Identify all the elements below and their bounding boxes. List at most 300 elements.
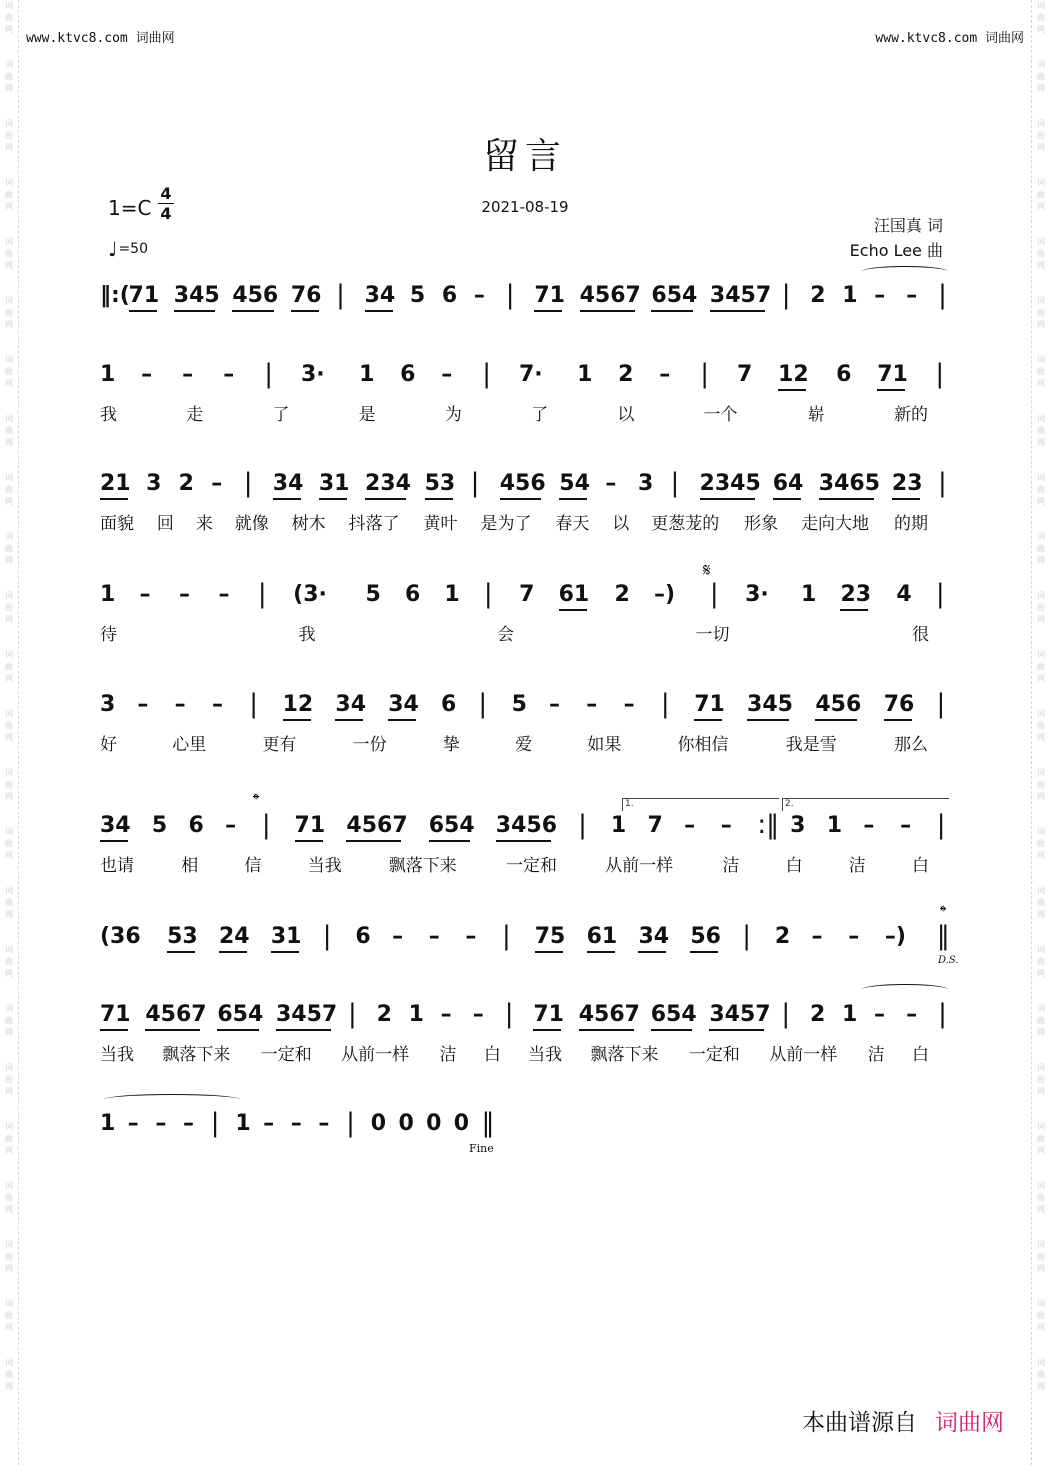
note-group: 6 (836, 362, 852, 387)
side-watermark-text: 词曲网 (5, 709, 13, 742)
note-group: – (139, 582, 151, 607)
barline: | (470, 468, 480, 498)
note-group: 24 (218, 924, 250, 949)
note-group: 4567 (346, 813, 408, 838)
note-group: 5 (151, 813, 168, 838)
lyric-word: 如果 (587, 735, 622, 755)
beam-underline (291, 310, 319, 312)
fine-label: Fine (469, 1142, 494, 1155)
side-watermark-text: 词曲网 (5, 945, 13, 978)
beam-underline (533, 1029, 561, 1031)
note-group: – (263, 1111, 275, 1136)
lyric-word: 新的 (894, 405, 928, 425)
note-group: – (465, 924, 477, 949)
note-group: – (392, 924, 404, 949)
lyric-word: 心里 (172, 735, 207, 755)
note-group: 2 (376, 1002, 392, 1027)
note-group: 53 (167, 924, 198, 949)
note-group: 31 (318, 471, 350, 496)
beam-underline (219, 951, 247, 953)
right-watermark-strip (1031, 0, 1050, 1465)
note-group: 1 (235, 1111, 251, 1136)
lyric-word: 崭 (807, 405, 825, 425)
note-group: 4567 (145, 1002, 207, 1027)
side-watermark-text: 词曲网 (5, 886, 13, 919)
lyric-word: 会 (497, 625, 514, 645)
lyric-word: 当我 (100, 1045, 134, 1065)
side-watermark-text: 词曲网 (1037, 1240, 1045, 1273)
note-group: 34 (335, 692, 367, 717)
lyric-word: 一份 (352, 735, 387, 755)
side-watermark-text: 词曲网 (1037, 296, 1045, 329)
note-group: –) (653, 582, 676, 607)
note-group: 0 (453, 1111, 470, 1136)
note-group: – (218, 582, 230, 607)
note-group: 34 (272, 471, 304, 496)
note-group: – (848, 924, 860, 949)
side-watermark-text: 词曲网 (1037, 886, 1045, 919)
barline: | (709, 579, 719, 609)
note-group: – (586, 692, 598, 717)
tempo-mark (108, 237, 148, 261)
barline: | (938, 999, 947, 1029)
note-group: 71 (100, 1002, 131, 1027)
note-group: 34 (388, 692, 419, 717)
note-group: 61 (558, 582, 590, 607)
barline: | (322, 921, 332, 951)
side-watermark-text: 词曲网 (1037, 1063, 1045, 1096)
barline: ‖ (936, 921, 950, 951)
note-group: – (473, 283, 485, 308)
note-group: 3· (745, 582, 769, 607)
note-group: 7· (518, 362, 543, 387)
lyric-word: 了 (531, 405, 549, 425)
beam-underline (819, 498, 874, 500)
segno-icon: 𝄋 (703, 560, 711, 581)
beam-underline (580, 310, 635, 312)
side-watermark-text: 词曲网 (1037, 709, 1045, 742)
tie-arc (862, 266, 948, 277)
note-group: 34 (100, 813, 131, 838)
lyric-word: 抖落了 (348, 514, 400, 534)
beam-underline (651, 1029, 693, 1031)
side-watermark-text: 词曲网 (5, 1358, 13, 1391)
beam-underline (651, 310, 693, 312)
note-group: 34 (364, 283, 396, 308)
lyric-word: 以 (612, 514, 630, 534)
lyric-word: 爱 (515, 735, 533, 755)
note-group: (36 (100, 924, 141, 949)
side-watermark-text: 词曲网 (5, 178, 13, 211)
note-group: 61 (586, 924, 618, 949)
note-group: 23 (891, 471, 923, 496)
beam-underline (100, 840, 128, 842)
beam-underline (167, 951, 195, 953)
lyric-word: 就像 (234, 514, 269, 534)
volta-bracket-first: 1. (622, 798, 779, 811)
barline: | (935, 579, 945, 609)
lyric-word: 从前一样 (769, 1045, 838, 1065)
lyric-word: 洁 (722, 856, 740, 876)
score-date: 2021-08-19 (481, 198, 569, 216)
note-group: 71 (534, 283, 565, 308)
note-group: 64 (772, 471, 804, 496)
note-group: – (900, 813, 912, 838)
beam-underline (388, 719, 416, 721)
lyric-word: 黄叶 (423, 514, 458, 534)
side-watermark-text: 词曲网 (5, 1, 13, 34)
note-group: – (441, 362, 453, 387)
time-signature (158, 184, 174, 223)
beam-underline (129, 310, 157, 312)
watermark-url-left: www.ktvc8.com 词曲网 (26, 31, 175, 46)
beam-underline (100, 498, 128, 500)
note-group: –) (884, 924, 906, 949)
lyric-word: 从前一样 (341, 1045, 410, 1065)
note-group: 456 (499, 471, 546, 496)
beam-underline (335, 719, 363, 721)
note-group: 7 (519, 582, 535, 607)
beam-underline (694, 719, 722, 721)
lyric-word: 一定和 (688, 1045, 740, 1065)
lyric-word: 飘落下来 (590, 1045, 659, 1065)
lyric-word: 走向大地 (801, 514, 870, 534)
side-watermark-text: 词曲网 (1037, 119, 1045, 152)
lyric-word: 飘落下来 (388, 856, 457, 876)
lyric-word: 挚 (442, 735, 460, 755)
note-group: 5 (365, 582, 381, 607)
note-group: 234 (364, 471, 411, 496)
side-watermark-text: 词曲网 (5, 237, 13, 270)
beam-underline (892, 498, 920, 500)
beam-underline (884, 719, 912, 721)
note-group: 6 (188, 813, 204, 838)
beam-underline (217, 1029, 259, 1031)
note-group: 76 (290, 283, 322, 308)
note-group: 31 (270, 924, 302, 949)
lyric-word: 洁 (439, 1045, 457, 1065)
credits (850, 213, 943, 263)
time-signature-numerator: 4 (158, 184, 174, 204)
lyric-word: 待 (100, 625, 117, 645)
note-group: 54 (559, 471, 590, 496)
note-group: – (659, 362, 671, 387)
note-group: 7 (647, 813, 663, 838)
note-group: – (906, 283, 918, 308)
beam-underline (346, 840, 401, 842)
barline: ‖ (481, 1108, 495, 1138)
note-group: 3465 (818, 471, 880, 496)
side-watermark-text: 词曲网 (1037, 650, 1045, 683)
volta-bracket-second: 2. (782, 798, 949, 811)
beam-underline (638, 951, 666, 953)
note-group: – (223, 362, 235, 387)
note-group: – (874, 283, 886, 308)
coda-icon: 𝄌 (253, 790, 260, 811)
side-watermark-text: 词曲网 (5, 591, 13, 624)
lyric-word: 一切 (695, 625, 730, 645)
side-watermark-text: 词曲网 (1037, 532, 1045, 565)
beam-underline (700, 498, 755, 500)
note-group: 21 (100, 471, 131, 496)
barline: | (210, 1108, 220, 1138)
side-watermark-text: 词曲网 (5, 1122, 13, 1155)
note-group: 1 (842, 283, 858, 308)
note-group: 654 (217, 1002, 264, 1027)
lyric-word: 更葱茏的 (651, 514, 720, 534)
note-group: 1 (359, 362, 375, 387)
beam-underline (534, 310, 562, 312)
barline: | (660, 689, 670, 719)
note-group: – (874, 1002, 886, 1027)
lyric-word: 春天 (555, 514, 590, 534)
lyric-word: 一定和 (260, 1045, 312, 1065)
beam-underline (559, 609, 587, 611)
beam-underline (295, 840, 323, 842)
note-group: 3 (100, 692, 116, 717)
lyric-word: 很 (912, 625, 929, 645)
barline: | (502, 921, 511, 951)
note-group: 3 (790, 813, 806, 838)
note-group: – (440, 1002, 452, 1027)
barline: | (264, 359, 274, 389)
note-group: 3456 (495, 813, 558, 838)
note-group: 1 (408, 1002, 424, 1027)
note-group: 71 (877, 362, 908, 387)
note-group: (3· (293, 582, 327, 607)
note-group: – (127, 1111, 139, 1136)
barline: | (261, 810, 271, 840)
note-group: 6 (441, 692, 457, 717)
side-watermark-text: 词曲网 (1037, 945, 1045, 978)
beam-underline (587, 951, 615, 953)
footer-brand: 词曲网 (935, 1410, 1004, 1436)
lyric-word: 面貌 (100, 514, 134, 534)
note-group: 23 (840, 582, 872, 607)
note-group: 12 (778, 362, 809, 387)
lyric-word: 我 (100, 405, 117, 425)
beam-underline (100, 1029, 128, 1031)
barline: | (257, 579, 267, 609)
barline: | (936, 810, 946, 840)
quarter-note-icon: ♩ (108, 237, 118, 261)
beam-underline (778, 389, 806, 391)
note-group: 34 (638, 924, 670, 949)
beam-underline (710, 310, 765, 312)
beam-underline (319, 498, 347, 500)
barline: | (781, 999, 791, 1029)
note-group: 5 (409, 283, 426, 308)
barline: | (482, 359, 492, 389)
note-group: 3457 (709, 283, 772, 308)
tie-arc (862, 984, 948, 995)
note-group: 0 (426, 1111, 442, 1136)
left-watermark-strip (0, 0, 19, 1465)
beam-underline (365, 498, 407, 500)
side-watermark-text: 词曲网 (5, 60, 13, 93)
side-watermark-text: 词曲网 (1037, 591, 1045, 624)
note-group: – (155, 1111, 167, 1136)
side-watermark-text: 词曲网 (5, 1240, 13, 1273)
note-group: 3457 (709, 1002, 771, 1027)
beam-underline (815, 719, 857, 721)
side-watermark-text: 词曲网 (1037, 1358, 1045, 1391)
side-watermark-text: 词曲网 (5, 650, 13, 683)
lyric-word: 为 (444, 405, 462, 425)
note-group: 71 (128, 283, 160, 308)
note-group: 12 (282, 692, 314, 717)
barline: | (505, 280, 515, 310)
note-group: 2 (178, 471, 194, 496)
note-group: – (811, 924, 823, 949)
lyric-word: 我是雪 (785, 735, 837, 755)
note-group: 654 (428, 813, 475, 838)
note-group: 2 (614, 582, 630, 607)
note-group: – (137, 692, 149, 717)
beam-underline (145, 1029, 200, 1031)
barline: | (742, 921, 751, 951)
note-group: 2 (618, 362, 634, 387)
lyric-word: 相 (181, 856, 199, 876)
side-watermark-text: 词曲网 (1037, 1004, 1045, 1037)
note-group: – (178, 582, 190, 607)
note-group: 6 (404, 582, 421, 607)
side-watermark-text: 词曲网 (5, 119, 13, 152)
side-watermark-text: 词曲网 (5, 414, 13, 447)
lyric-word: 从前一样 (605, 856, 674, 876)
note-group: 71 (533, 1002, 564, 1027)
side-watermark-text: 词曲网 (5, 355, 13, 388)
note-group: 345 (747, 692, 793, 717)
barline: | (938, 280, 947, 310)
note-group: – (183, 1111, 195, 1136)
note-group: – (174, 692, 186, 717)
side-watermark-text: 词曲网 (5, 768, 13, 801)
side-watermark-text: 词曲网 (1037, 1299, 1045, 1332)
beam-underline (877, 389, 905, 391)
lyric-word: 回 (156, 514, 174, 534)
lyric-word: 以 (617, 405, 635, 425)
coda-icon: 𝄌 (940, 902, 947, 923)
side-watermark-text: 词曲网 (1037, 355, 1045, 388)
note-group: 3457 (276, 1002, 338, 1027)
side-watermark-text: 词曲网 (1037, 827, 1045, 860)
note-group: 3· (300, 362, 325, 387)
footer-source-label: 本曲谱源自 (802, 1410, 917, 1436)
lyric-word: 当我 (307, 856, 342, 876)
note-group: 1 (577, 362, 593, 387)
barline: ‖:( (100, 283, 130, 308)
note-group: 1 (842, 1002, 858, 1027)
barline: | (243, 468, 253, 498)
note-group: 1 (826, 813, 843, 838)
note-group: 75 (534, 924, 566, 949)
note-group: 56 (690, 924, 721, 949)
note-group: – (623, 692, 635, 717)
beam-underline (496, 840, 551, 842)
lyric-word: 白 (912, 856, 929, 876)
barline: | (336, 280, 345, 310)
lyric-word: 当我 (528, 1045, 563, 1065)
side-watermark-text: 词曲网 (5, 1299, 13, 1332)
note-group: 4567 (578, 1002, 640, 1027)
note-group: 0 (398, 1111, 414, 1136)
barline: | (478, 689, 488, 719)
beam-underline (773, 498, 801, 500)
barline: | (346, 1108, 355, 1138)
note-group: – (141, 362, 153, 387)
side-watermark-text: 词曲网 (5, 1063, 13, 1096)
side-watermark-text: 词曲网 (1037, 473, 1045, 506)
note-group: – (906, 1002, 918, 1027)
side-watermark-text: 词曲网 (5, 296, 13, 329)
side-watermark-text: 词曲网 (5, 1181, 13, 1214)
note-group: 1 (800, 582, 817, 607)
lyric-word: 飘落下来 (162, 1045, 231, 1065)
key-signature: 1=C (108, 196, 152, 220)
note-group: 2345 (699, 471, 761, 496)
lyric-word: 白 (785, 856, 803, 876)
note-group: 53 (424, 471, 456, 496)
beam-underline (559, 498, 587, 500)
lyric-word: 树木 (291, 514, 326, 534)
lyric-word: 一个 (703, 405, 738, 425)
note-group: – (211, 692, 223, 717)
side-watermark-text: 词曲网 (1037, 1, 1045, 34)
barline: | (700, 359, 710, 389)
beam-underline (429, 840, 471, 842)
note-group: 7 (736, 362, 753, 387)
note-group: – (605, 471, 617, 496)
side-watermark-text: 词曲网 (5, 532, 13, 565)
barline: | (937, 468, 947, 498)
lyric-word: 洁 (848, 856, 866, 876)
side-watermark-text: 词曲网 (5, 473, 13, 506)
beam-underline (232, 310, 274, 312)
note-group: – (318, 1111, 330, 1136)
lyric-word: 是 (358, 405, 376, 425)
lyric-word: 更有 (262, 735, 297, 755)
side-watermark-text: 词曲网 (1037, 1122, 1045, 1155)
note-group: 345 (173, 283, 220, 308)
barline: | (781, 280, 791, 310)
lyric-word: 来 (195, 514, 213, 534)
barline: | (504, 999, 514, 1029)
lyric-word: 了 (272, 405, 290, 425)
note-group: – (548, 692, 560, 717)
note-group: 6 (355, 924, 371, 949)
note-group: 4 (896, 582, 912, 607)
lyric-word: 那么 (894, 735, 928, 755)
note-group: 1 (610, 813, 627, 838)
lyric-word: 的期 (894, 514, 928, 534)
note-group: 2 (810, 283, 826, 308)
note-group: 1 (100, 582, 116, 607)
barline: | (249, 689, 259, 719)
note-group: – (211, 471, 223, 496)
note-group: 3 (637, 471, 654, 496)
beam-underline (273, 498, 301, 500)
note-group: – (684, 813, 696, 838)
beam-underline (840, 609, 868, 611)
note-group: 2 (809, 1002, 826, 1027)
note-group: 71 (694, 692, 725, 717)
lyric-word: 一定和 (506, 856, 557, 876)
lyric-word: 白 (912, 1045, 929, 1065)
beam-underline (709, 1029, 764, 1031)
barline: | (670, 468, 680, 498)
composer-credit: Echo Lee 曲 (849, 241, 943, 260)
